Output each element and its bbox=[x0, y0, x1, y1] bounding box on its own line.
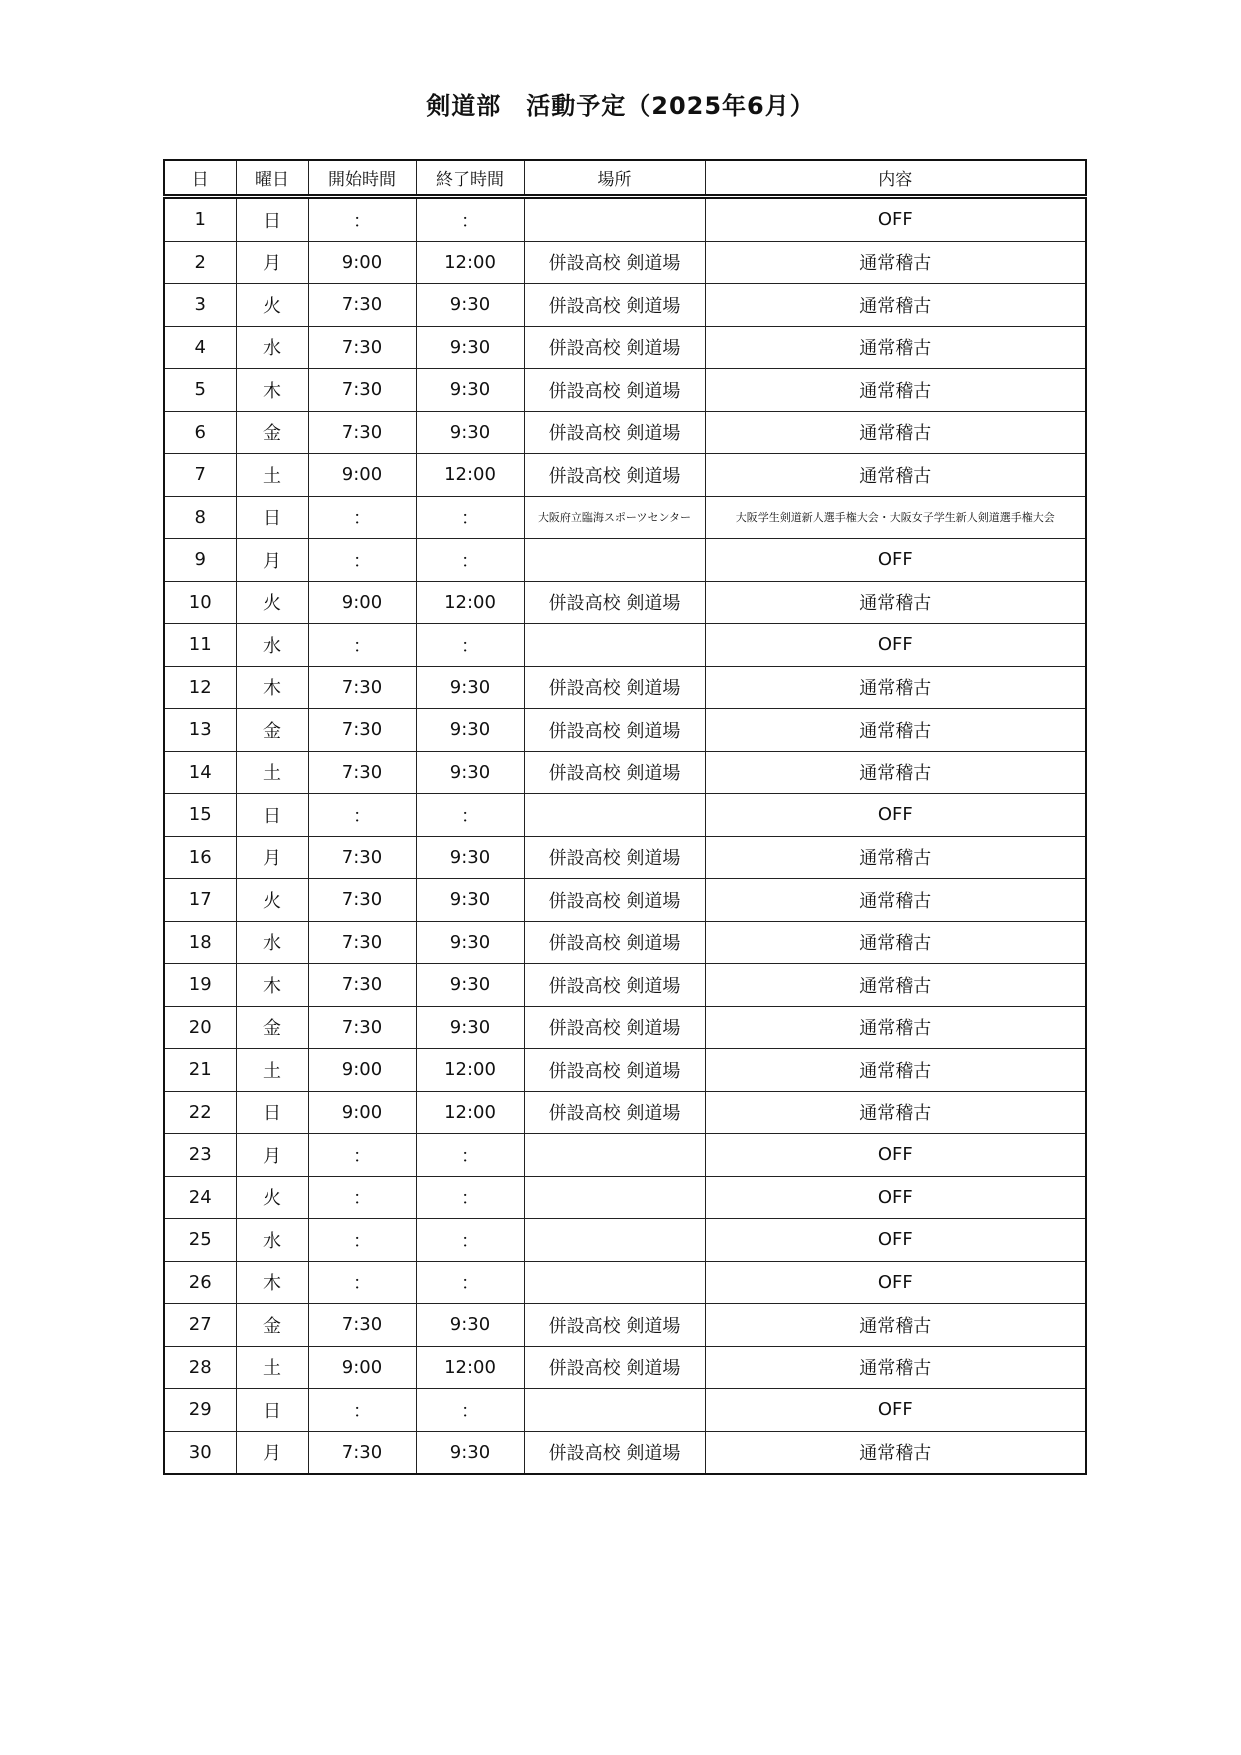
cell-end-time: 12:00 bbox=[416, 1346, 524, 1389]
cell-end-time: 12:00 bbox=[416, 1049, 524, 1092]
cell-weekday: 火 bbox=[236, 1176, 308, 1219]
cell-content: 通常稽古 bbox=[705, 411, 1086, 454]
cell-start-time: ： bbox=[308, 496, 416, 539]
cell-content: 通常稽古 bbox=[705, 369, 1086, 412]
cell-start-time: 7:30 bbox=[308, 1431, 416, 1474]
cell-content: 通常稽古 bbox=[705, 1431, 1086, 1474]
cell-content: OFF bbox=[705, 1134, 1086, 1177]
cell-place: 大阪府立臨海スポーツセンター bbox=[524, 496, 705, 539]
cell-weekday: 火 bbox=[236, 879, 308, 922]
cell-end-time: 9:30 bbox=[416, 879, 524, 922]
cell-start-time: 7:30 bbox=[308, 369, 416, 412]
cell-end-time: 9:30 bbox=[416, 1304, 524, 1347]
cell-start-time: ： bbox=[308, 197, 416, 242]
cell-place: 併設高校 剣道場 bbox=[524, 241, 705, 284]
cell-weekday: 金 bbox=[236, 411, 308, 454]
cell-weekday: 金 bbox=[236, 1006, 308, 1049]
cell-content: OFF bbox=[705, 1389, 1086, 1432]
cell-place: 併設高校 剣道場 bbox=[524, 964, 705, 1007]
cell-day: 9 bbox=[164, 539, 236, 582]
cell-weekday: 日 bbox=[236, 794, 308, 837]
cell-place bbox=[524, 539, 705, 582]
table-row bbox=[164, 1006, 1086, 1049]
cell-place bbox=[524, 624, 705, 667]
cell-weekday: 金 bbox=[236, 709, 308, 752]
cell-weekday: 金 bbox=[236, 1304, 308, 1347]
cell-place bbox=[524, 1134, 705, 1177]
cell-weekday: 日 bbox=[236, 1091, 308, 1134]
table-row bbox=[164, 666, 1086, 709]
cell-place bbox=[524, 1176, 705, 1219]
cell-place: 併設高校 剣道場 bbox=[524, 284, 705, 327]
table-row bbox=[164, 1091, 1086, 1134]
cell-end-time: 12:00 bbox=[416, 581, 524, 624]
cell-start-time: 9:00 bbox=[308, 1091, 416, 1134]
table-row bbox=[164, 794, 1086, 837]
cell-place: 併設高校 剣道場 bbox=[524, 709, 705, 752]
header-place: 場所 bbox=[524, 160, 705, 197]
cell-day: 10 bbox=[164, 581, 236, 624]
cell-weekday: 水 bbox=[236, 326, 308, 369]
cell-day: 13 bbox=[164, 709, 236, 752]
cell-day: 8 bbox=[164, 496, 236, 539]
cell-end-time: 9:30 bbox=[416, 709, 524, 752]
cell-end-time: 9:30 bbox=[416, 284, 524, 327]
cell-weekday: 水 bbox=[236, 921, 308, 964]
cell-end-time: 9:30 bbox=[416, 1431, 524, 1474]
cell-content: 通常稽古 bbox=[705, 1049, 1086, 1092]
cell-place bbox=[524, 1219, 705, 1262]
table-row bbox=[164, 1346, 1086, 1389]
cell-weekday: 月 bbox=[236, 539, 308, 582]
cell-start-time: 7:30 bbox=[308, 1006, 416, 1049]
cell-weekday: 木 bbox=[236, 1261, 308, 1304]
cell-weekday: 月 bbox=[236, 1431, 308, 1474]
cell-start-time: ： bbox=[308, 1134, 416, 1177]
cell-day: 17 bbox=[164, 879, 236, 922]
cell-place bbox=[524, 1389, 705, 1432]
cell-content: 通常稽古 bbox=[705, 326, 1086, 369]
cell-start-time: 7:30 bbox=[308, 964, 416, 1007]
cell-start-time: 7:30 bbox=[308, 284, 416, 327]
cell-weekday: 土 bbox=[236, 751, 308, 794]
cell-content: OFF bbox=[705, 197, 1086, 242]
cell-weekday: 土 bbox=[236, 1346, 308, 1389]
cell-start-time: 7:30 bbox=[308, 836, 416, 879]
cell-place bbox=[524, 197, 705, 242]
cell-place bbox=[524, 794, 705, 837]
cell-place: 併設高校 剣道場 bbox=[524, 369, 705, 412]
cell-end-time: ： bbox=[416, 1219, 524, 1262]
cell-content: 通常稽古 bbox=[705, 1304, 1086, 1347]
cell-content: 通常稽古 bbox=[705, 666, 1086, 709]
cell-weekday: 水 bbox=[236, 1219, 308, 1262]
cell-day: 21 bbox=[164, 1049, 236, 1092]
cell-end-time: 9:30 bbox=[416, 964, 524, 1007]
cell-start-time: 7:30 bbox=[308, 709, 416, 752]
cell-end-time: 9:30 bbox=[416, 1006, 524, 1049]
table-row bbox=[164, 709, 1086, 752]
cell-place: 併設高校 剣道場 bbox=[524, 1346, 705, 1389]
table-row bbox=[164, 751, 1086, 794]
cell-end-time: ： bbox=[416, 794, 524, 837]
cell-start-time: 7:30 bbox=[308, 879, 416, 922]
table-row bbox=[164, 539, 1086, 582]
cell-end-time: ： bbox=[416, 197, 524, 242]
cell-start-time: 7:30 bbox=[308, 411, 416, 454]
cell-weekday: 土 bbox=[236, 1049, 308, 1092]
cell-start-time: 7:30 bbox=[308, 326, 416, 369]
table-row bbox=[164, 964, 1086, 1007]
cell-weekday: 日 bbox=[236, 1389, 308, 1432]
cell-day: 7 bbox=[164, 454, 236, 497]
header-content: 内容 bbox=[705, 160, 1086, 197]
cell-content: 通常稽古 bbox=[705, 1091, 1086, 1134]
schedule-header bbox=[164, 160, 1086, 197]
cell-day: 4 bbox=[164, 326, 236, 369]
cell-content: 通常稽古 bbox=[705, 581, 1086, 624]
cell-weekday: 火 bbox=[236, 284, 308, 327]
table-row bbox=[164, 1389, 1086, 1432]
cell-start-time: ： bbox=[308, 1389, 416, 1432]
cell-place: 併設高校 剣道場 bbox=[524, 1304, 705, 1347]
cell-weekday: 火 bbox=[236, 581, 308, 624]
table-row bbox=[164, 411, 1086, 454]
cell-weekday: 日 bbox=[236, 197, 308, 242]
cell-day: 15 bbox=[164, 794, 236, 837]
table-row bbox=[164, 1049, 1086, 1092]
cell-day: 25 bbox=[164, 1219, 236, 1262]
cell-content: 通常稽古 bbox=[705, 751, 1086, 794]
cell-day: 30 bbox=[164, 1431, 236, 1474]
cell-place: 併設高校 剣道場 bbox=[524, 751, 705, 794]
cell-day: 6 bbox=[164, 411, 236, 454]
table-row bbox=[164, 1261, 1086, 1304]
cell-day: 20 bbox=[164, 1006, 236, 1049]
cell-content: OFF bbox=[705, 794, 1086, 837]
table-row bbox=[164, 496, 1086, 539]
cell-place bbox=[524, 1261, 705, 1304]
table-row bbox=[164, 1134, 1086, 1177]
table-row bbox=[164, 921, 1086, 964]
cell-start-time: 7:30 bbox=[308, 666, 416, 709]
cell-content: 通常稽古 bbox=[705, 879, 1086, 922]
cell-place: 併設高校 剣道場 bbox=[524, 836, 705, 879]
cell-end-time: ： bbox=[416, 1176, 524, 1219]
cell-end-time: ： bbox=[416, 539, 524, 582]
cell-end-time: ： bbox=[416, 1261, 524, 1304]
cell-content: OFF bbox=[705, 1176, 1086, 1219]
schedule-table bbox=[163, 159, 1087, 1475]
cell-weekday: 木 bbox=[236, 369, 308, 412]
cell-start-time: ： bbox=[308, 794, 416, 837]
table-row bbox=[164, 326, 1086, 369]
cell-content: 大阪学生剣道新人選手権大会・大阪女子学生新人剣道選手権大会 bbox=[705, 496, 1086, 539]
header-start-time: 開始時間 bbox=[308, 160, 416, 197]
cell-start-time: 9:00 bbox=[308, 454, 416, 497]
cell-end-time: 9:30 bbox=[416, 369, 524, 412]
cell-end-time: ： bbox=[416, 1389, 524, 1432]
cell-start-time: ： bbox=[308, 539, 416, 582]
cell-start-time: ： bbox=[308, 624, 416, 667]
cell-day: 3 bbox=[164, 284, 236, 327]
cell-content: OFF bbox=[705, 1261, 1086, 1304]
cell-end-time: 12:00 bbox=[416, 241, 524, 284]
cell-place: 併設高校 剣道場 bbox=[524, 326, 705, 369]
cell-start-time: ： bbox=[308, 1219, 416, 1262]
table-row bbox=[164, 241, 1086, 284]
cell-place: 併設高校 剣道場 bbox=[524, 411, 705, 454]
cell-content: OFF bbox=[705, 624, 1086, 667]
cell-place: 併設高校 剣道場 bbox=[524, 1431, 705, 1474]
table-row bbox=[164, 369, 1086, 412]
cell-end-time: ： bbox=[416, 624, 524, 667]
cell-weekday: 月 bbox=[236, 836, 308, 879]
cell-start-time: ： bbox=[308, 1176, 416, 1219]
cell-day: 18 bbox=[164, 921, 236, 964]
cell-content: 通常稽古 bbox=[705, 836, 1086, 879]
cell-place: 併設高校 剣道場 bbox=[524, 921, 705, 964]
cell-place: 併設高校 剣道場 bbox=[524, 879, 705, 922]
cell-content: 通常稽古 bbox=[705, 921, 1086, 964]
cell-start-time: 7:30 bbox=[308, 1304, 416, 1347]
table-row bbox=[164, 1176, 1086, 1219]
page-title: 剣道部 活動予定（2025年6月） bbox=[426, 92, 815, 120]
table-row bbox=[164, 284, 1086, 327]
cell-weekday: 木 bbox=[236, 666, 308, 709]
cell-end-time: 12:00 bbox=[416, 1091, 524, 1134]
cell-place: 併設高校 剣道場 bbox=[524, 581, 705, 624]
table-row bbox=[164, 879, 1086, 922]
cell-day: 24 bbox=[164, 1176, 236, 1219]
schedule-body bbox=[164, 197, 1086, 1475]
cell-weekday: 月 bbox=[236, 1134, 308, 1177]
header-end-time: 終了時間 bbox=[416, 160, 524, 197]
cell-day: 14 bbox=[164, 751, 236, 794]
cell-day: 11 bbox=[164, 624, 236, 667]
cell-weekday: 土 bbox=[236, 454, 308, 497]
cell-day: 16 bbox=[164, 836, 236, 879]
cell-end-time: 9:30 bbox=[416, 326, 524, 369]
cell-content: 通常稽古 bbox=[705, 964, 1086, 1007]
cell-weekday: 月 bbox=[236, 241, 308, 284]
header-row bbox=[164, 160, 1086, 197]
cell-content: 通常稽古 bbox=[705, 284, 1086, 327]
cell-start-time: 7:30 bbox=[308, 751, 416, 794]
cell-content: 通常稽古 bbox=[705, 454, 1086, 497]
cell-day: 1 bbox=[164, 197, 236, 242]
cell-weekday: 水 bbox=[236, 624, 308, 667]
cell-content: 通常稽古 bbox=[705, 1006, 1086, 1049]
cell-content: 通常稽古 bbox=[705, 241, 1086, 284]
cell-end-time: 9:30 bbox=[416, 836, 524, 879]
cell-start-time: 7:30 bbox=[308, 921, 416, 964]
header-weekday: 曜日 bbox=[236, 160, 308, 197]
cell-end-time: 9:30 bbox=[416, 921, 524, 964]
cell-day: 22 bbox=[164, 1091, 236, 1134]
cell-start-time: ： bbox=[308, 1261, 416, 1304]
table-row bbox=[164, 1431, 1086, 1474]
cell-place: 併設高校 剣道場 bbox=[524, 1006, 705, 1049]
cell-place: 併設高校 剣道場 bbox=[524, 454, 705, 497]
cell-end-time: 9:30 bbox=[416, 751, 524, 794]
cell-place: 併設高校 剣道場 bbox=[524, 666, 705, 709]
cell-weekday: 日 bbox=[236, 496, 308, 539]
table-row bbox=[164, 1304, 1086, 1347]
cell-place: 併設高校 剣道場 bbox=[524, 1091, 705, 1134]
header-day: 日 bbox=[164, 160, 236, 197]
cell-day: 2 bbox=[164, 241, 236, 284]
cell-start-time: 9:00 bbox=[308, 1049, 416, 1092]
cell-content: OFF bbox=[705, 539, 1086, 582]
cell-weekday: 木 bbox=[236, 964, 308, 1007]
cell-day: 28 bbox=[164, 1346, 236, 1389]
cell-end-time: ： bbox=[416, 496, 524, 539]
cell-day: 23 bbox=[164, 1134, 236, 1177]
table-row bbox=[164, 581, 1086, 624]
cell-day: 19 bbox=[164, 964, 236, 1007]
cell-start-time: 9:00 bbox=[308, 581, 416, 624]
cell-day: 29 bbox=[164, 1389, 236, 1432]
cell-content: 通常稽古 bbox=[705, 1346, 1086, 1389]
table-row bbox=[164, 454, 1086, 497]
cell-day: 12 bbox=[164, 666, 236, 709]
cell-day: 5 bbox=[164, 369, 236, 412]
cell-content: OFF bbox=[705, 1219, 1086, 1262]
cell-start-time: 9:00 bbox=[308, 1346, 416, 1389]
cell-end-time: 9:30 bbox=[416, 666, 524, 709]
cell-content: 通常稽古 bbox=[705, 709, 1086, 752]
table-row bbox=[164, 836, 1086, 879]
cell-end-time: ： bbox=[416, 1134, 524, 1177]
table-row bbox=[164, 197, 1086, 242]
cell-day: 26 bbox=[164, 1261, 236, 1304]
table-row bbox=[164, 624, 1086, 667]
cell-place: 併設高校 剣道場 bbox=[524, 1049, 705, 1092]
cell-start-time: 9:00 bbox=[308, 241, 416, 284]
cell-end-time: 12:00 bbox=[416, 454, 524, 497]
table-row bbox=[164, 1219, 1086, 1262]
cell-day: 27 bbox=[164, 1304, 236, 1347]
cell-end-time: 9:30 bbox=[416, 411, 524, 454]
